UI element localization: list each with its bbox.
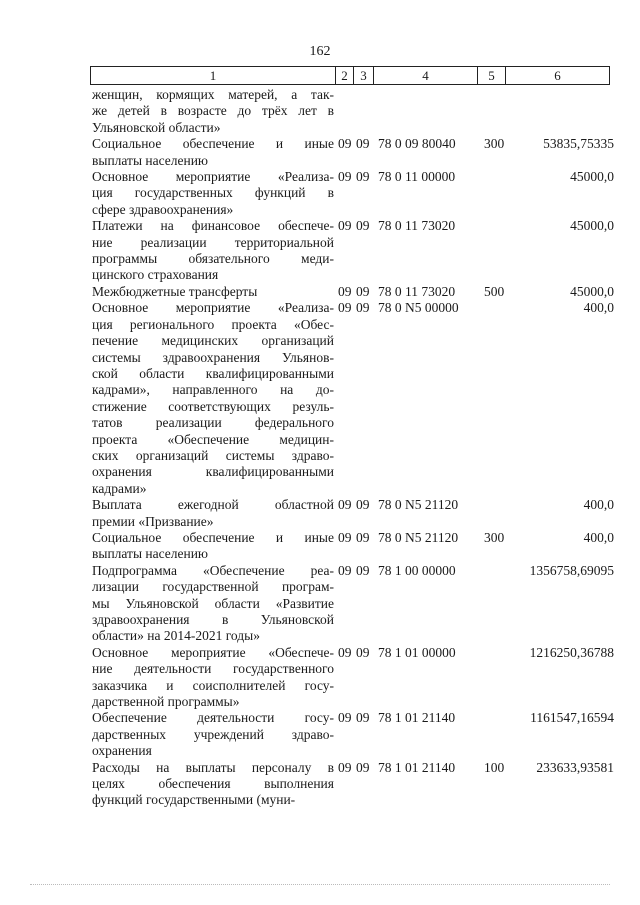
subsection-code: 09 xyxy=(356,759,370,775)
column-header-table xyxy=(90,66,610,85)
expense-type-code xyxy=(484,563,510,645)
row-description xyxy=(92,87,334,136)
table-row xyxy=(0,530,640,563)
target-article-code: 78 0 09 80040 xyxy=(378,136,456,152)
subsection-code: 09 xyxy=(356,300,370,316)
header-col-5: 5 xyxy=(478,67,506,85)
table-row xyxy=(0,645,640,711)
description-line: Социальное обеспечение и иные xyxy=(92,529,334,545)
description-line: Обеспечение деятельности госу- xyxy=(92,710,334,726)
description-line: выплаты населению xyxy=(92,546,209,562)
expense-type-code xyxy=(484,497,510,530)
description-line: охранения xyxy=(92,743,152,759)
row-description xyxy=(92,760,334,809)
section-code: 09 xyxy=(338,644,352,660)
row-description xyxy=(92,563,334,645)
table-row xyxy=(0,218,640,284)
row-description xyxy=(92,169,334,218)
table-row xyxy=(0,136,640,169)
description-line: лизации государственной програм- xyxy=(92,579,334,595)
description-line: программы обязательного меди- xyxy=(92,251,334,267)
section-code: 09 xyxy=(338,497,352,513)
amount: 1356758,69095 xyxy=(529,562,614,578)
table-row xyxy=(0,563,640,645)
expense-type-code xyxy=(484,300,510,497)
description-line: Выплата ежегодной областной xyxy=(92,497,334,513)
row-description xyxy=(92,710,334,759)
target-article-code: 78 0 11 00000 xyxy=(378,169,456,185)
section-code: 09 xyxy=(338,300,352,316)
description-line: татов реализации федерального xyxy=(92,415,334,431)
amount: 1216250,36788 xyxy=(529,644,614,660)
amount xyxy=(510,87,614,136)
expense-type-code: 300 xyxy=(484,136,505,152)
scan-edge-marks xyxy=(30,884,610,889)
description-line: сфере здравоохранения» xyxy=(92,201,234,217)
description-line: Основное мероприятие «Обеспече- xyxy=(92,644,334,660)
description-line: ция регионального проекта «Обес- xyxy=(92,316,334,332)
description-line: функций государственными (муни- xyxy=(92,792,296,808)
target-article-code: 78 0 N5 00000 xyxy=(378,300,459,316)
table-row xyxy=(0,710,640,759)
expense-type-code xyxy=(484,645,510,711)
expense-type-code: 300 xyxy=(484,529,505,545)
description-line: ской области квалифицированными xyxy=(92,365,334,381)
expense-type-code: 100 xyxy=(484,759,505,775)
section-code: 09 xyxy=(338,759,352,775)
row-description xyxy=(92,218,334,284)
header-col-6: 6 xyxy=(506,67,610,85)
header-col-1: 1 xyxy=(91,67,336,85)
target-article-code: 78 0 11 73020 xyxy=(378,218,456,234)
description-line: Платежи на финансовое обеспече- xyxy=(92,218,334,234)
expense-type-code xyxy=(484,710,510,759)
subsection-code xyxy=(356,87,376,136)
description-line: цинского страхования xyxy=(92,267,219,283)
description-line: ние реализации территориальной xyxy=(92,234,334,250)
target-article-code: 78 0 N5 21120 xyxy=(378,529,459,545)
target-article-code: 78 0 11 73020 xyxy=(378,283,456,299)
description-line: области» на 2014-2021 годы» xyxy=(92,628,260,644)
description-line: целях обеспечения выполнения xyxy=(92,776,334,792)
row-description xyxy=(92,300,334,497)
description-line: Основное мероприятие «Реализа- xyxy=(92,300,334,316)
table-row xyxy=(0,497,640,530)
description-line: мы Ульяновской области «Развитие xyxy=(92,595,334,611)
target-article-code: 78 1 01 21140 xyxy=(378,759,456,775)
amount: 400,0 xyxy=(583,497,614,513)
description-line: ние деятельности государственного xyxy=(92,661,334,677)
description-line: дарственных учреждений здраво- xyxy=(92,726,334,742)
expense-type-code xyxy=(484,218,510,284)
target-article-code xyxy=(376,87,484,136)
page-number: 162 xyxy=(309,44,331,59)
description-line: же детей в возрасте до трёх лет в xyxy=(92,103,334,119)
description-line: кадрами», направленного на до- xyxy=(92,382,334,398)
target-article-code: 78 1 01 00000 xyxy=(378,644,456,660)
target-article-code: 78 1 00 00000 xyxy=(378,562,456,578)
description-line: ция государственных функций в xyxy=(92,185,334,201)
section-code: 09 xyxy=(338,218,352,234)
description-line: премии «Призвание» xyxy=(92,513,214,529)
description-line: Расходы на выплаты персоналу в xyxy=(92,759,334,775)
section-code xyxy=(338,87,356,136)
amount: 233633,93581 xyxy=(536,759,614,775)
section-code: 09 xyxy=(338,283,352,299)
amount: 53835,75335 xyxy=(543,136,614,152)
subsection-code: 09 xyxy=(356,283,370,299)
description-line: Социальное обеспечение и иные xyxy=(92,136,334,152)
section-code: 09 xyxy=(338,169,352,185)
table-row xyxy=(0,300,640,497)
amount: 400,0 xyxy=(583,300,614,316)
description-line: женщин, кормящих матерей, а так- xyxy=(92,87,334,102)
table-row xyxy=(0,87,640,136)
description-line: заказчика и соисполнителей госу- xyxy=(92,677,334,693)
row-description xyxy=(92,497,334,530)
description-line: кадрами» xyxy=(92,480,147,496)
subsection-code: 09 xyxy=(356,218,370,234)
subsection-code: 09 xyxy=(356,136,370,152)
description-line: Межбюджетные трансферты xyxy=(92,283,258,299)
table-row xyxy=(0,284,640,300)
subsection-code: 09 xyxy=(356,562,370,578)
description-line: выплаты населению xyxy=(92,152,209,168)
row-description xyxy=(92,284,334,300)
header-col-4: 4 xyxy=(374,67,478,85)
amount: 400,0 xyxy=(583,529,614,545)
amount: 45000,0 xyxy=(570,169,614,185)
row-description xyxy=(92,530,334,563)
expense-type-code: 500 xyxy=(484,283,505,299)
target-article-code: 78 0 N5 21120 xyxy=(378,497,459,513)
table-row xyxy=(0,169,640,218)
section-code: 09 xyxy=(338,136,352,152)
description-line: ских организаций системы здраво- xyxy=(92,447,334,463)
description-line: системы здравоохранения Ульянов- xyxy=(92,349,334,365)
description-line: Подпрограмма «Обеспечение реа- xyxy=(92,562,334,578)
description-line: охранения квалифицированными xyxy=(92,464,334,480)
budget-table-body xyxy=(0,87,640,809)
description-line: проекта «Обеспечение медицин- xyxy=(92,431,334,447)
section-code: 09 xyxy=(338,529,352,545)
row-description xyxy=(92,645,334,711)
amount: 45000,0 xyxy=(570,283,614,299)
description-line: Ульяновской области» xyxy=(92,119,221,135)
target-article-code: 78 1 01 21140 xyxy=(378,710,456,726)
section-code: 09 xyxy=(338,710,352,726)
description-line: печение медицинских организаций xyxy=(92,333,334,349)
subsection-code: 09 xyxy=(356,169,370,185)
description-line: дарственной программы» xyxy=(92,694,240,710)
subsection-code: 09 xyxy=(356,710,370,726)
description-line: Основное мероприятие «Реализа- xyxy=(92,169,334,185)
subsection-code: 09 xyxy=(356,644,370,660)
expense-type-code xyxy=(484,169,510,218)
description-line: здравоохранения в Ульяновской xyxy=(92,612,334,627)
header-col-3: 3 xyxy=(354,67,374,85)
amount: 45000,0 xyxy=(570,218,614,234)
row-description xyxy=(92,136,334,169)
section-code: 09 xyxy=(338,562,352,578)
subsection-code: 09 xyxy=(356,529,370,545)
description-line: стижение соответствующих резуль- xyxy=(92,398,334,414)
subsection-code: 09 xyxy=(356,497,370,513)
table-row xyxy=(0,760,640,809)
expense-type-code xyxy=(484,87,510,136)
amount: 1161547,16594 xyxy=(530,710,614,726)
header-col-2: 2 xyxy=(336,67,354,85)
